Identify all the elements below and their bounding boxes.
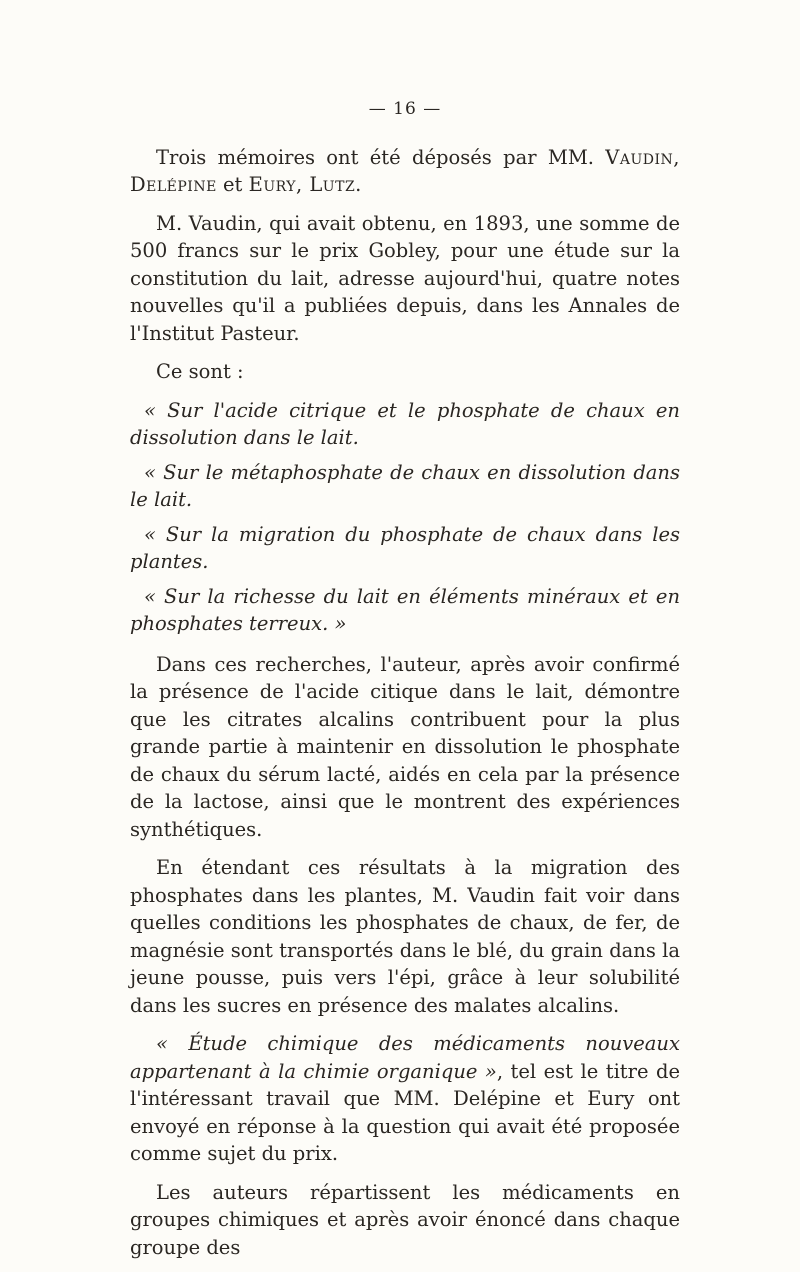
paragraph-5: En étendant ces résultats à la migration des phosphates dans les plantes, M. Vaudin fait voir dans quelles conditions les phosphates de chaux, de fer, de magnésie sont transportés dans le blé, du grain dans la jeune pousse, puis vers l'épi, grâce à leur solubilité dans les sucres en présence des malates alcalins.	[130, 856, 680, 1017]
paragraph-6	[130, 1030, 680, 1168]
paragraph-1-start: Trois mémoires ont été déposés par MM.	[156, 145, 606, 169]
paragraph-1	[130, 144, 680, 199]
paragraph-7: Les auteurs répartissent les médicaments en groupes chimiques et après avoir énoncé dans chaque groupe des	[130, 1180, 680, 1259]
quote-4: « Sur la richesse du lait en éléments minéraux et en phosphates terreux. »	[130, 584, 680, 635]
document-page	[130, 96, 680, 1272]
paragraph-4: Dans ces recherches, l'auteur, après avoir confirmé la présence de l'acide citique dans le lait, démontre que les citrates alcalins contribuent pour la plus grande partie à maintenir en dissolution le phosphate de chaux du sérum lacté, aidés en cela par la présence de la lactose, ainsi que le montrent des expériences synthétiques.	[130, 652, 680, 841]
page-number: — 16 —	[368, 99, 442, 119]
paragraph-3: Ce sont :	[156, 360, 244, 383]
paragraph-2: M. Vaudin, qui avait obtenu, en 1893, une somme de 500 francs sur le prix Gobley, pour une étude sur la constitution du lait, adresse aujourd'hui, quatre notes nouvelles qu'il a publiées depuis, dans les Annales de l'Institut Pasteur.	[130, 211, 680, 345]
quote-1: « Sur l'acide citrique et le phosphate de chaux en dissolution dans le lait.	[130, 398, 680, 449]
quote-2: « Sur le métaphosphate de chaux en dissolution dans le lait.	[130, 460, 680, 511]
quote-3: « Sur la migration du phosphate de chaux dans les plantes.	[130, 522, 680, 573]
author-names-2: Eury, Lutz.	[248, 173, 362, 196]
paragraph-1-mid: et	[216, 173, 249, 196]
paragraph-6-rest: , tel est le titre de l'intéressant travail que MM. Delépine et Eury ont envoyé en réponse à la question qui avait été proposée comme sujet du prix.	[130, 1059, 680, 1165]
paragraph-6-title: « Étude chimique des médicaments nouveaux appartenant à la chimie organique »	[130, 1032, 680, 1083]
author-names-1: Vaudin, Delépine	[130, 145, 680, 196]
